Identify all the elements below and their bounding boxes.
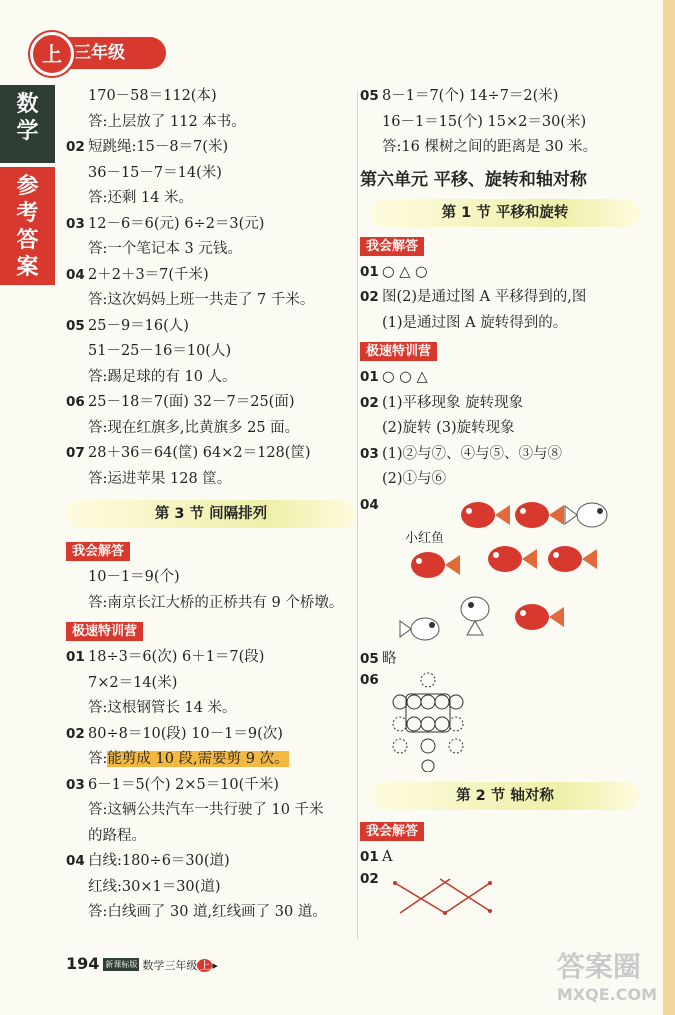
answer-line: (1)是通过图 A 旋转得到的。 [382,314,568,331]
answer-line: ○ △ ○ [382,263,428,280]
book-title: 数学三年级 [142,959,198,972]
subject-char: 学 [16,119,39,144]
grade-badge [8,32,158,76]
red-fish-icon [515,604,564,630]
answer-line: 图(2)是通过图 A 平移得到的,图 [382,289,587,305]
question-number: 02 [360,289,379,305]
answer-line: 答:还剩 14 米。 [88,190,194,206]
question-number: 02 [66,725,85,742]
unit-title: 第六单元 平移、旋转和轴对称 [360,169,587,190]
red-fish-icon [461,502,510,528]
page-number: 194 [66,954,100,973]
section-char: 参 [16,174,39,199]
question-number: 05 [66,317,85,334]
answer-line: 答:上层放了 112 本书。 [88,113,246,130]
tag-jisu: 极速特训营 [66,622,143,641]
answer-line: 25－18＝7(面) 32－7＝25(面) [88,394,295,410]
subject-label [0,85,55,163]
section-char: 答 [16,228,39,253]
answer-line: 7×2＝14(米) [88,674,178,691]
red-fish-icon [515,502,564,528]
answer-line: 170－58＝112(本) [88,88,217,104]
question-number: 05 [360,88,379,104]
answer-line: (1)平移现象 旋转现象 [382,394,524,411]
answer-line: 16－1＝15(个) 15×2＝30(米) [382,113,587,130]
answer-line: 10－1＝9(个) [88,569,180,585]
question-number: 02 [360,394,379,411]
watermark-top: 答案圈 [556,950,641,983]
question-number: 01 [66,649,85,665]
answer-line: 红线:30×1＝30(道) [88,878,221,895]
question-number: 04 [360,496,379,513]
answer-line: 8－1＝7(个) 14÷7＝2(米) [382,88,559,104]
column-divider [357,90,358,940]
question-number: 02 [360,870,379,887]
white-fish-icon [565,503,607,527]
left-column [66,84,356,926]
tag-wohui: 我会解答 [66,542,130,561]
answer-line: 12－6＝6(元) 6÷2＝3(元) [88,215,265,232]
page-edge [663,0,675,1015]
white-fish-icon [461,597,489,635]
red-fish-icon [488,546,537,572]
section-heading: 第 3 节 间隔排列 [66,500,356,528]
question-number: 04 [66,853,85,869]
cross-lines-svg [390,871,510,921]
answer-line: (1)②与⑦、④与⑤、③与⑧ [382,445,563,462]
answer-prefix: 答: [88,751,108,767]
answer-line: 答:16 棵树之间的距离是 30 米。 [382,139,598,155]
question-number: 01 [360,263,379,280]
circle-pattern-svg [388,672,528,772]
answer-line: A [382,849,393,865]
answer-line: 答:这根钢管长 14 米。 [88,700,237,716]
answer-line: (2)旋转 (3)旋转现象 [382,420,515,436]
answer-line: 28＋36＝64(筐) 64×2＝128(筐) [88,445,311,461]
question-number: 03 [66,215,85,232]
answer-line: 的路程。 [88,827,146,844]
red-fish-icon [411,552,460,578]
red-fish-icon [548,546,597,572]
section-char: 考 [16,201,39,226]
answer-line: 2＋2＋3＝7(千米) [88,266,209,283]
question-number: 03 [66,776,85,793]
answer-line: 18÷3＝6(次) 6＋1＝7(段) [88,649,265,665]
answer-line: 答:白线画了 30 道,红线画了 30 道。 [88,904,327,920]
section-char: 案 [16,255,39,280]
tag-wohui: 我会解答 [360,822,424,841]
red-fish-label: 小红鱼 [405,530,445,546]
answer-line: 答:这次妈妈上班一共走了 7 千米。 [88,292,315,308]
question-number: 06 [66,394,85,410]
answer-line: 6－1＝5(个) 2×5＝10(千米) [88,776,279,793]
watermark [557,945,657,1004]
answer-line: 答:一个笔记本 3 元钱。 [88,241,242,257]
grade-label: 三年级 [48,37,166,69]
question-number: 04 [66,266,85,283]
circle-figure [360,672,660,772]
section-heading: 第 1 节 平移和旋转 [370,199,640,227]
answer-line: 80÷8＝10(段) 10－1＝9(次) [88,725,283,742]
answer-line: 答:运进苹果 128 筐。 [88,470,232,487]
fish-svg [360,497,660,647]
answer-line: (2)①与⑥ [382,471,447,487]
question-number: 06 [360,672,379,688]
sidebar [0,85,55,285]
tag-jisu: 极速特训营 [360,342,437,361]
answer-line: 25－9＝16(人) [88,317,189,334]
fish-figure [360,497,660,647]
cross-figure [360,871,660,921]
question-number: 02 [66,139,85,155]
answer-line: 答:这辆公共汽车一共行驶了 10 千米 [88,802,324,818]
question-number: 07 [66,445,85,461]
answer-line: 答:踢足球的有 10 人。 [88,368,237,385]
answer-line: 36－15－7＝14(米) [88,164,222,181]
page-footer [66,954,218,976]
answer-line: ○ ○ △ [382,369,428,385]
section-heading: 第 2 节 轴对称 [370,782,640,810]
term-label: 上 [199,959,211,972]
right-column [360,84,660,921]
term-circle: 上 [30,32,74,76]
answer-line: 答:南京长江大桥的正桥共有 9 个桥墩。 [88,594,344,611]
question-number: 01 [360,849,379,865]
question-number: 05 [360,650,379,667]
tag-wohui: 我会解答 [360,237,424,256]
edition-badge: 新课标版 [105,960,138,969]
question-number: 03 [360,445,379,462]
question-number: 01 [360,369,379,385]
answer-line: 51－25－16＝10(人) [88,343,232,359]
subject-char: 数 [16,92,39,117]
answer-line: 短跳绳:15－8＝7(米) [88,139,229,155]
answer-line: 略 [382,650,397,667]
section-label [0,167,55,285]
answer-line: 答:现在红旗多,比黄旗多 25 面。 [88,419,300,436]
highlighted-answer: 能剪成 10 段,需要剪 9 次。 [107,751,289,767]
white-fish-icon [400,618,439,640]
arrow-icon: ▸ [212,959,218,972]
watermark-bottom: MXQE.COM [556,985,657,1004]
answer-line: 白线:180÷6＝30(道) [88,853,230,869]
